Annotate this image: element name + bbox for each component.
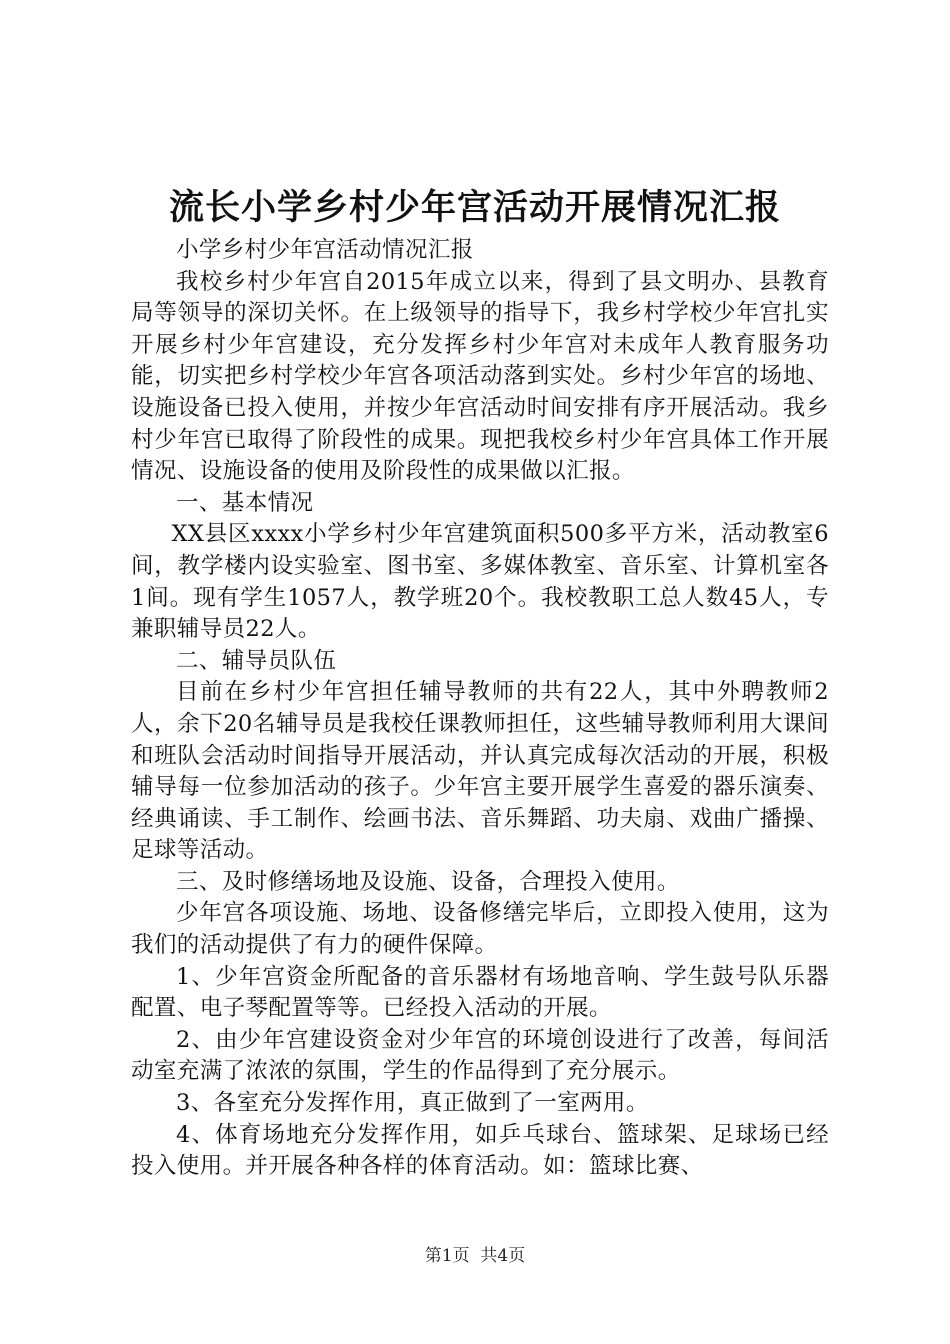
list-item-2: 2、由少年宫建设资金对少年宫的环境创设进行了改善，每间活动室充满了浓浓的氛围，学生的作品得到了充分展示。: [131, 1026, 829, 1085]
basic-info-paragraph: XX县区xxxx小学乡村少年宫建筑面积500多平方米，活动教室6间，教学楼内设实验室、图书室、多媒体教室、音乐室、计算机室各1间。现有学生1057人，教学班20个。我校教职工总人数45人，专兼职辅导员22人。: [131, 521, 829, 643]
intro-paragraph: 我校乡村少年宫自2015年成立以来，得到了县文明办、县教育局等领导的深切关怀。在上级领导的指导下，我乡村学校少年宫扎实开展乡村少年宫建设，充分发挥乡村少年宫对未成年人教育服务功能，切实把乡村学校少年宫各项活动落到实处。乡村少年宫的场地、设施设备已投入使用，并按少年宫活动时间安排有序开展活动。我乡村少年宫已取得了阶段性的成果。现把我校乡村少年宫具体工作开展情况、设施设备的使用及阶段性的成果做以汇报。: [131, 268, 829, 485]
list-item-1: 1、少年宫资金所配备的音乐器材有场地音响、学生鼓号队乐器配置、电子琴配置等等。已经投入活动的开展。: [131, 963, 829, 1022]
document-body: [131, 235, 829, 1183]
page-total: 共4页: [480, 1246, 526, 1266]
section-heading-facilities: 三、及时修缮场地及设施、设备，合理投入使用。: [176, 868, 680, 895]
facilities-paragraph: 少年宫各项设施、场地、设备修缮完毕后，立即投入使用，这为我们的活动提供了有力的硬件保障。: [131, 900, 829, 959]
page-footer: [0, 1244, 950, 1268]
subtitle-paragraph: 小学乡村少年宫活动情况汇报: [176, 237, 474, 263]
list-item-3: 3、各室充分发挥作用，真正做到了一室两用。: [176, 1090, 649, 1117]
page-number: 第1页: [424, 1246, 470, 1266]
document-title: 流长小学乡村少年宫活动开展情况汇报: [168, 187, 781, 228]
section-heading-basic-info: 一、基本情况: [176, 489, 314, 516]
section-heading-counselors: 二、辅导员队伍: [176, 647, 337, 674]
counselors-paragraph: 目前在乡村少年宫担任辅导教师的共有22人，其中外聘教师2人，余下20名辅导员是我校任课教师担任，这些辅导教师利用大课间和班队会活动时间指导开展活动，并认真完成每次活动的开展，积极辅导每一位参加活动的孩子。少年宫主要开展学生喜爱的器乐演奏、经典诵读、手工制作、绘画书法、音乐舞蹈、功夫扇、戏曲广播操、足球等活动。: [131, 679, 829, 864]
list-item-4: 4、体育场地充分发挥作用，如乒乓球台、篮球架、足球场已经投入使用。并开展各种各样的体育活动。如：篮球比赛、: [131, 1121, 829, 1180]
